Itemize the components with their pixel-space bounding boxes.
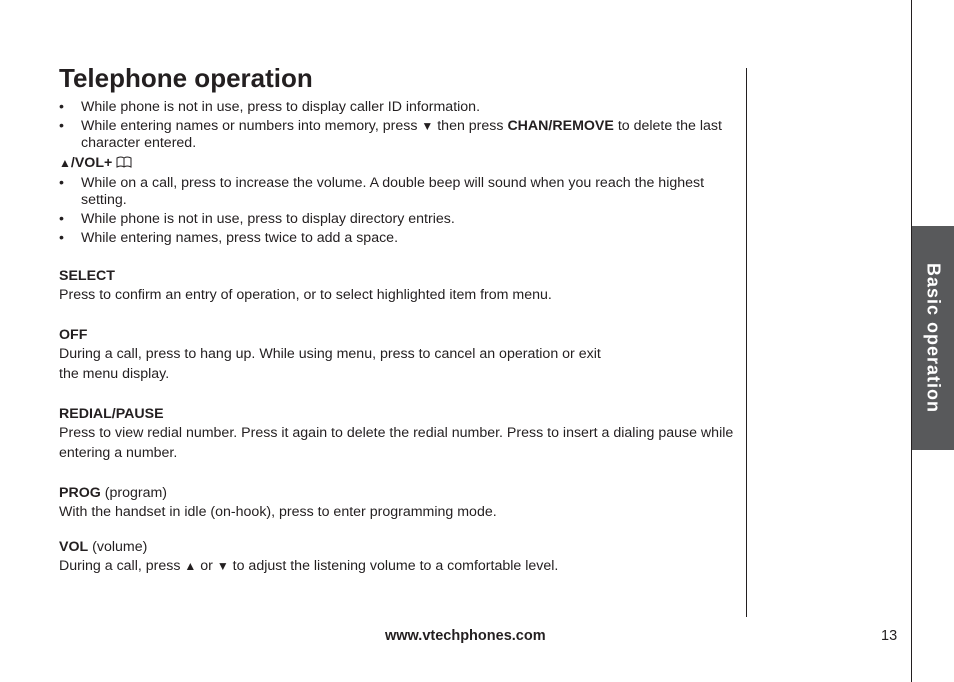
vol-section [59,539,739,576]
redial-section [59,406,739,463]
bullet-item: • While phone is not in use, press to display directory entries. [59,211,751,228]
bullets-top [59,99,751,152]
section-text: the menu display. [59,366,170,382]
section-text: During a call, press to hang up. While using menu, press to cancel an operation or exit [59,346,601,362]
page-title: Telephone operation [59,63,313,93]
section-heading: OFF [59,327,88,343]
down-triangle-icon: ▼ [421,119,434,133]
bullet-item: • While on a call, press to increase the volume. A double beep will sound when you reach the highest setting. [59,175,751,209]
bullet-item: • While entering names or numbers into memory, press ▼ then press CHAN/REMOVE to delete the last character entered. [59,118,751,152]
bullets-vol [59,175,751,247]
up-triangle-icon: ▲ [184,559,197,573]
footer-url: www.vtechphones.com [385,628,546,644]
section-heading: REDIAL/PAUSE [59,406,164,422]
off-section [59,327,739,384]
down-triangle-icon: ▼ [216,559,229,573]
select-section [59,268,739,305]
section-tab-label: Basic operation [923,262,944,414]
page-number: 13 [881,628,898,644]
section-text: During a call, press ▲ or ▼ to adjust the listening volume to a comfortable level. [59,558,559,574]
section-text: Press to confirm an entry of operation, or to select highlighted item from menu. [59,287,552,303]
bullet-item: • While entering names, press twice to add a space. [59,230,751,247]
section-heading: VOL (volume) [59,539,148,555]
bullet-item: • While phone is not in use, press to display caller ID information. [59,99,751,116]
phonebook-icon [116,156,132,168]
section-tab [912,226,954,450]
section-heading: SELECT [59,268,115,284]
section-text: With the handset in idle (on-hook), press to enter programming mode. [59,504,497,520]
section-heading: PROG (program) [59,485,168,501]
prog-section [59,485,739,522]
key-heading-vol-up: ▲/VOL+ [59,155,132,172]
up-triangle-icon: ▲ [59,156,71,170]
section-text: Press to view redial number. Press it again to delete the redial number. Press to insert a dialing pause while entering a number. [59,425,734,461]
